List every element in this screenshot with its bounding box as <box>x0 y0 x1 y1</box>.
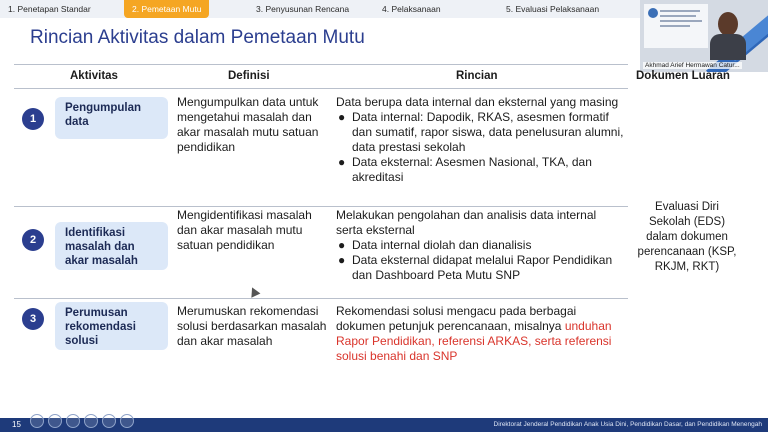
column-header-rincian: Rincian <box>456 70 498 82</box>
page-number: 15 <box>12 420 21 429</box>
participant-avatar <box>710 8 746 58</box>
column-header-aktivitas: Aktivitas <box>70 70 118 82</box>
tab-pelaksanaan[interactable]: 4. Pelaksanaan <box>382 4 441 14</box>
footer-organization: Direktorat Jenderal Pendidikan Anak Usia Dini, Pendidikan Dasar, dan Pendidikan Menengah <box>493 421 762 428</box>
table-divider <box>14 88 628 89</box>
tab-pemetaan-mutu[interactable]: 2. Pemetaan Mutu <box>124 0 209 18</box>
detail-intro: Data berupa data internal dan eksternal yang masing <box>336 95 619 109</box>
footer-badge-icon <box>30 414 44 428</box>
column-header-definisi: Definisi <box>228 70 270 82</box>
list-item: ● Data eksternal: Asesmen Nasional, TKA, dan akreditasi <box>338 155 592 184</box>
footer-badge-icon <box>102 414 116 428</box>
detail-row-2 <box>336 208 626 283</box>
mouse-cursor-icon <box>248 285 261 297</box>
detail-intro: Melakukan pengolahan dan analisis data internal serta eksternal <box>336 208 597 237</box>
list-item: ● Data internal diolah dan dianalisis <box>338 238 532 252</box>
footer-badge-icon <box>120 414 134 428</box>
detail-intro: Rekomendasi solusi mengacu pada berbagai dokumen petunjuk perencanaan, misalnya <box>336 304 577 333</box>
tab-penyusunan-rencana[interactable]: 3. Penyusunan Rencana <box>256 4 350 14</box>
list-item: ● Data internal: Dapodik, RKAS, asesmen formatif dan sumatif, rapor siswa, data penelusuran alumni, data prestasi sekolah <box>338 110 624 154</box>
detail-row-3 <box>336 304 626 364</box>
activity-label-perumusan-rekomendasi: Perumusan rekomendasi solusi <box>55 302 168 350</box>
definition-row-2: Mengidentifikasi masalah dan akar masalah mutu satuan pendidikan <box>177 208 312 252</box>
dokumen-luaran-text: Evaluasi Diri Sekolah (EDS) dalam dokumen perencanaan (KSP, RKJM, RKT) <box>637 201 737 273</box>
ministry-logo-icon <box>648 8 658 18</box>
step-number-3: 3 <box>22 308 44 330</box>
footer-badge-icon <box>84 414 98 428</box>
activity-label-identifikasi-masalah: Identifikasi masalah dan akar masalah <box>55 222 168 270</box>
definition-row-3: Merumuskan rekomendasi solusi berdasarkan masalah dan akar masalah <box>177 304 327 348</box>
page-title: Rincian Aktivitas dalam Pemetaan Mutu <box>30 27 365 48</box>
participant-name: Akhmad Arief Hermawan Catur... <box>645 62 740 69</box>
tab-penetapan-standar[interactable]: 1. Penetapan Standar <box>8 4 91 14</box>
table-divider <box>14 64 628 65</box>
step-number-1: 1 <box>22 108 44 130</box>
column-header-dokumen-luaran: Dokumen Luaran <box>636 70 730 82</box>
list-item: ● Data eksternal didapat melalui Rapor Pendidikan dan Dashboard Peta Mutu SNP <box>338 253 613 282</box>
background-document <box>644 4 708 48</box>
tab-evaluasi-pelaksanaan[interactable]: 5. Evaluasi Pelaksanaan <box>506 4 600 14</box>
table-divider <box>14 298 628 299</box>
definition-row-1: Mengumpulkan data untuk mengetahui masalah dan akar masalah mutu satuan pendidikan <box>177 95 319 154</box>
activity-label-pengumpulan-data: Pengumpulan data <box>55 97 168 139</box>
detail-highlight: unduhan Rapor Pendidikan, referensi ARKAS, serta referensi solusi benahi dan SNP <box>336 319 612 363</box>
footer-badge-icon <box>66 414 80 428</box>
step-number-2: 2 <box>22 229 44 251</box>
footer-bar <box>0 418 768 432</box>
footer-badge-icon <box>48 414 62 428</box>
detail-row-1 <box>336 95 626 185</box>
participant-video-tile[interactable] <box>640 0 768 72</box>
table-divider <box>14 206 628 207</box>
